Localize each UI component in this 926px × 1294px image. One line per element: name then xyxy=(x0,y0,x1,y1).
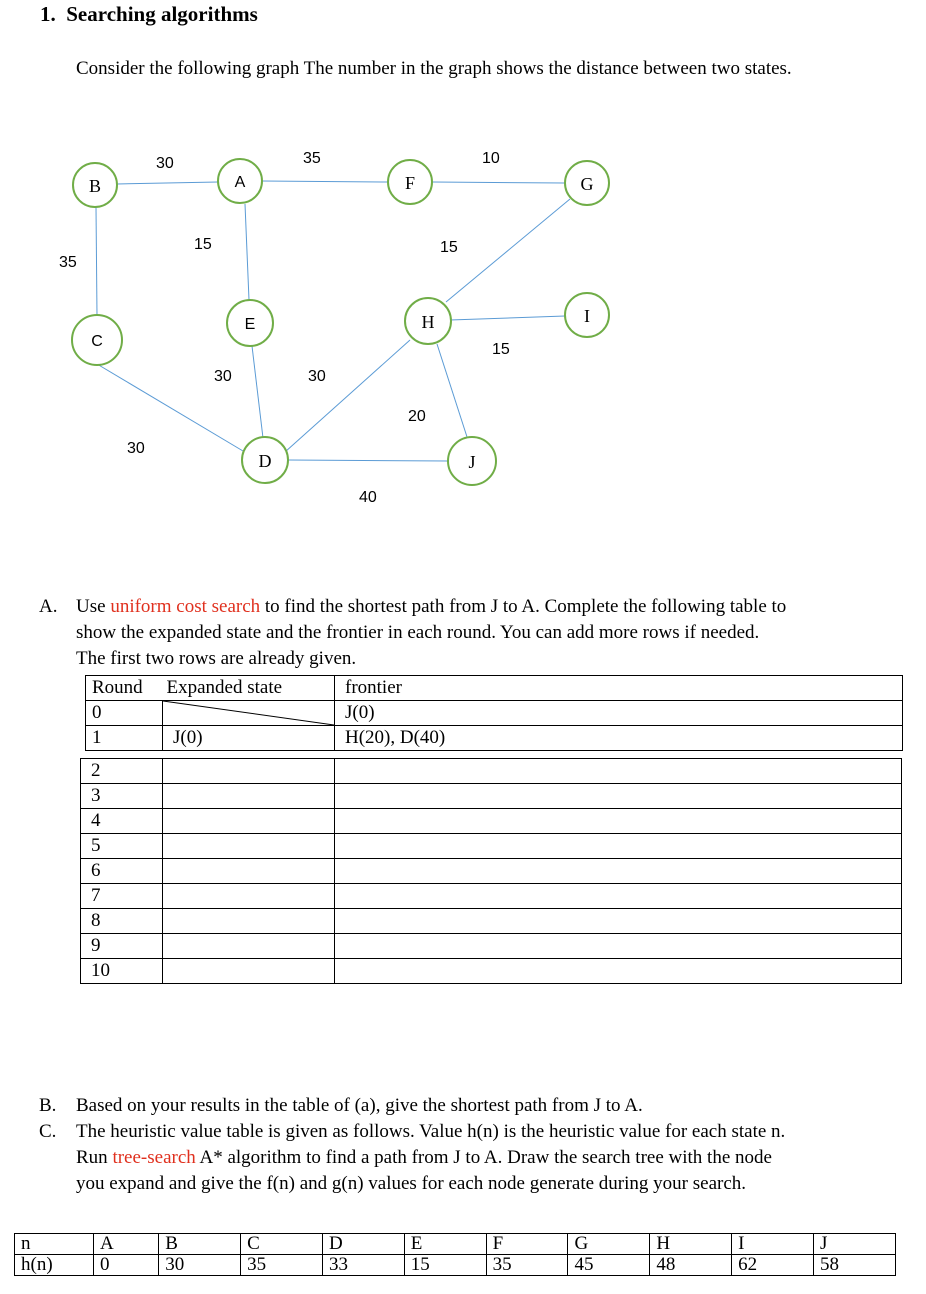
weight-b-c: 35 xyxy=(59,254,77,271)
round-cell: 9 xyxy=(81,934,163,959)
frontier-cell: J(0) xyxy=(335,701,903,726)
row-label-n: n xyxy=(15,1234,94,1255)
heuristic-value-cell: 30 xyxy=(159,1255,241,1276)
table-row xyxy=(81,834,902,859)
part-c-label: C. xyxy=(39,1121,57,1142)
weight-d-j: 40 xyxy=(359,489,377,506)
frontier-cell[interactable] xyxy=(335,809,902,834)
round-cell: 6 xyxy=(81,859,163,884)
round-cell: 5 xyxy=(81,834,163,859)
frontier-cell[interactable] xyxy=(335,884,902,909)
node-b xyxy=(73,163,117,207)
node-c-label: C xyxy=(91,333,103,350)
part-a xyxy=(39,594,916,672)
intro-text: Consider the following graph The number in the graph shows the distance between two states. xyxy=(76,58,792,79)
part-b-text: Based on your results in the table of (a), give the shortest path from J to A. xyxy=(76,1095,643,1116)
state-cell: E xyxy=(404,1234,486,1255)
section-number: 1. xyxy=(40,2,56,26)
frontier-cell[interactable] xyxy=(335,784,902,809)
weight-h-d: 30 xyxy=(308,368,326,385)
tree-search-highlight: tree-search xyxy=(112,1147,196,1168)
expanded-cell[interactable] xyxy=(163,759,335,784)
ucs-table-bottom xyxy=(80,758,902,984)
edge-a-f xyxy=(262,181,387,182)
edge-b-a xyxy=(117,182,218,184)
expanded-cell[interactable] xyxy=(163,859,335,884)
table-row xyxy=(81,909,902,934)
diagonal-line xyxy=(163,701,334,725)
state-cell: F xyxy=(486,1234,568,1255)
node-f xyxy=(388,160,432,204)
weight-a-e: 15 xyxy=(194,236,212,253)
round-cell: 4 xyxy=(81,809,163,834)
edge-e-d xyxy=(252,346,263,438)
state-cell: H xyxy=(650,1234,732,1255)
state-cell: I xyxy=(732,1234,814,1255)
round-cell: 10 xyxy=(81,959,163,984)
frontier-cell[interactable] xyxy=(335,959,902,984)
part-b-label: B. xyxy=(39,1095,57,1116)
frontier-cell[interactable] xyxy=(335,859,902,884)
expanded-cell[interactable] xyxy=(163,959,335,984)
frontier-cell[interactable] xyxy=(335,759,902,784)
edge-d-j xyxy=(288,460,449,461)
part-b xyxy=(39,1093,921,1119)
weight-e-d: 30 xyxy=(214,368,232,385)
part-c xyxy=(39,1119,921,1197)
expanded-cell[interactable] xyxy=(163,934,335,959)
edge-f-g xyxy=(433,182,565,183)
edge-b-c xyxy=(96,207,97,316)
frontier-cell[interactable] xyxy=(335,934,902,959)
section-heading xyxy=(40,2,258,27)
edge-h-d xyxy=(285,340,410,452)
ucs-table-top xyxy=(85,675,903,751)
table-header-row xyxy=(86,676,903,701)
edge-g-h xyxy=(446,199,570,302)
heuristic-table xyxy=(14,1233,896,1276)
state-cell: J xyxy=(814,1234,896,1255)
node-e-label: E xyxy=(244,316,256,333)
expanded-cell[interactable] xyxy=(163,884,335,909)
heuristic-states-row xyxy=(15,1234,896,1255)
table-row xyxy=(81,784,902,809)
round-cell: 2 xyxy=(81,759,163,784)
part-a-line2: show the expanded state and the frontier in each round. You can add more rows if needed. xyxy=(76,622,760,643)
node-b-label: B xyxy=(88,176,102,196)
heuristic-value-cell: 33 xyxy=(322,1255,404,1276)
state-graph xyxy=(0,130,926,510)
state-cell: C xyxy=(241,1234,323,1255)
part-c-line3: you expand and give the f(n) and g(n) values for each node generate during your search. xyxy=(76,1173,747,1194)
edge-a-e xyxy=(245,204,249,300)
part-c-line2: Run tree-search A* algorithm to find a path from J to A. Draw the search tree with the node xyxy=(76,1147,772,1168)
frontier-cell[interactable] xyxy=(335,834,902,859)
table-row xyxy=(81,934,902,959)
table-row xyxy=(81,759,902,784)
node-h xyxy=(405,298,451,344)
table-row xyxy=(81,959,902,984)
graph-nodes xyxy=(72,159,609,485)
expanded-cell[interactable] xyxy=(163,909,335,934)
heuristic-value-cell: 15 xyxy=(404,1255,486,1276)
weight-b-a: 30 xyxy=(156,155,174,172)
node-j xyxy=(448,437,496,485)
node-g xyxy=(565,161,609,205)
state-cell: A xyxy=(94,1234,159,1255)
expanded-cell[interactable] xyxy=(163,784,335,809)
node-c xyxy=(72,315,122,365)
node-j-label: J xyxy=(468,452,476,472)
weight-f-g: 10 xyxy=(482,150,500,167)
heuristic-value-cell: 58 xyxy=(814,1255,896,1276)
node-d xyxy=(242,437,288,483)
state-cell: B xyxy=(159,1234,241,1255)
weight-h-i: 15 xyxy=(492,341,510,358)
part-a-line3: The first two rows are already given. xyxy=(76,648,357,669)
node-h-label: H xyxy=(421,312,435,332)
node-i xyxy=(565,293,609,337)
expanded-cell[interactable] xyxy=(163,834,335,859)
node-a xyxy=(218,159,262,203)
table-row xyxy=(81,809,902,834)
table-row xyxy=(86,701,903,726)
state-cell: G xyxy=(568,1234,650,1255)
weight-h-j: 20 xyxy=(408,408,426,425)
edge-h-i xyxy=(450,316,565,320)
node-g-label: G xyxy=(580,174,594,194)
heuristic-value-cell: 62 xyxy=(732,1255,814,1276)
node-i-label: I xyxy=(584,306,590,326)
ucs-rows xyxy=(81,759,902,984)
round-cell: 1 xyxy=(86,726,163,751)
frontier-cell[interactable] xyxy=(335,909,902,934)
table-row xyxy=(81,859,902,884)
round-cell: 3 xyxy=(81,784,163,809)
heuristic-value-cell: 45 xyxy=(568,1255,650,1276)
round-cell: 7 xyxy=(81,884,163,909)
edge-h-j xyxy=(437,344,468,440)
graph-edges xyxy=(96,181,570,461)
header-frontier: frontier xyxy=(335,676,903,701)
node-a-label: A xyxy=(234,174,246,191)
weight-g-h: 15 xyxy=(440,239,458,256)
node-d-label: D xyxy=(258,451,272,471)
part-c-line1: The heuristic value table is given as follows. Value h(n) is the heuristic value for each state n. xyxy=(76,1121,786,1142)
frontier-cell: H(20), D(40) xyxy=(335,726,903,751)
ucs-highlight: uniform cost search xyxy=(110,596,261,617)
part-a-label: A. xyxy=(39,596,58,617)
round-cell: 0 xyxy=(86,701,163,726)
section-title: Searching algorithms xyxy=(66,2,258,26)
row-label-hn: h(n) xyxy=(15,1255,94,1276)
table-row xyxy=(81,884,902,909)
round-cell: 8 xyxy=(81,909,163,934)
part-a-line1: Use uniform cost search to find the shortest path from J to A. Complete the following table to xyxy=(76,596,787,617)
heuristic-value-cell: 0 xyxy=(94,1255,159,1276)
expanded-cell[interactable] xyxy=(163,809,335,834)
header-expanded: Expanded state xyxy=(163,676,335,701)
node-f-label: F xyxy=(404,173,416,193)
weight-a-f: 35 xyxy=(303,150,321,167)
heuristic-value-cell: 35 xyxy=(486,1255,568,1276)
header-round: Round xyxy=(86,676,163,701)
heuristic-values-row xyxy=(15,1255,896,1276)
weight-c-d: 30 xyxy=(127,440,145,457)
node-e xyxy=(227,300,273,346)
table-row xyxy=(86,726,903,751)
state-cell: D xyxy=(322,1234,404,1255)
expanded-cell: J(0) xyxy=(163,726,335,751)
expanded-cell-diagonal xyxy=(163,701,335,726)
heuristic-value-cell: 35 xyxy=(241,1255,323,1276)
heuristic-value-cell: 48 xyxy=(650,1255,732,1276)
